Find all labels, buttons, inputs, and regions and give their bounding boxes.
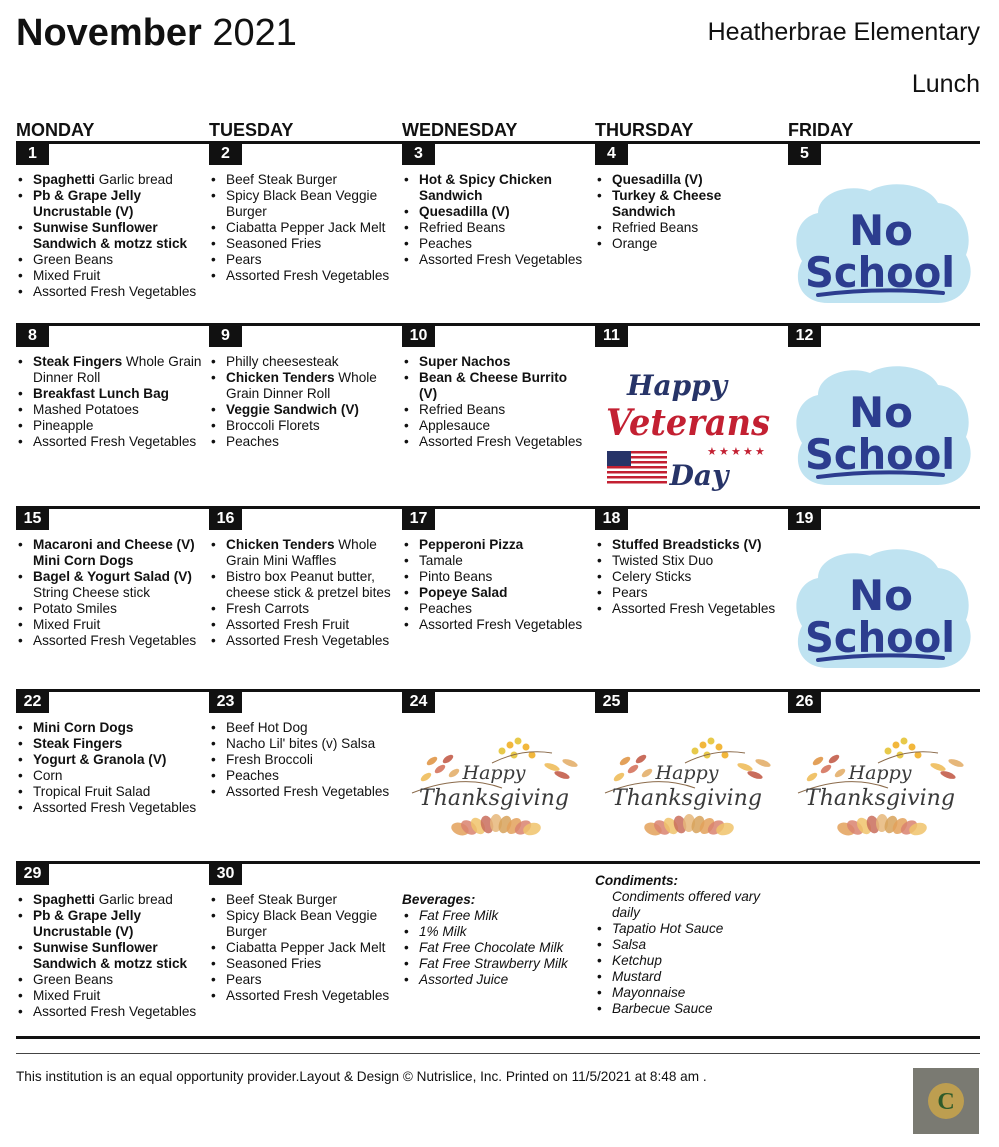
menu-item-text: Seasoned Fries [226,956,322,971]
menu-item-text: String Cheese stick [33,585,151,600]
menu-item-entree: Pepperoni Pizza [419,537,524,552]
day-cell [402,691,588,861]
menu-item-text: Ciabatta Pepper Jack Melt [226,220,386,235]
menu-item [402,569,588,585]
beverages-title: Beverages: [402,892,476,907]
holiday-image [788,175,974,315]
menu-item-text: Mixed Fruit [33,617,101,632]
thanksgiving-word-happy: Happy [848,762,912,784]
menu-item-text: Corn [33,768,63,783]
menu-item [16,601,202,617]
menu-item [209,988,395,1004]
month-name: November [16,12,202,54]
date-number: 1 [16,143,49,165]
date-number: 24 [402,691,435,713]
menu-item-list [16,354,202,450]
date-number: 30 [209,863,242,885]
condiments-list [595,889,785,1017]
menu-item-text: Fresh Carrots [226,601,310,616]
menu-item [209,172,395,188]
menu-item [16,188,202,220]
menu-item [209,617,395,633]
day-cell [402,143,588,313]
menu-item-text: Assorted Fresh Vegetables [33,1004,197,1019]
menu-item-text: Seasoned Fries [226,236,322,251]
day-cell [595,325,781,495]
footer-logo [913,1068,979,1134]
menu-item [16,284,202,300]
no-school-word-no: No [848,571,914,620]
veterans-word-happy: Happy [626,369,728,402]
day-cell [16,143,202,313]
condiments-note: Condiments offered vary daily [612,889,761,920]
date-number: 29 [16,863,49,885]
menu-item [209,940,395,956]
menu-item-entree: Stuffed Breadsticks (V) [612,537,762,552]
menu-item-list [402,172,588,268]
veterans-day-graphic [595,355,781,495]
day-cell [16,863,202,1033]
menu-item [402,252,588,268]
menu-item-list [209,537,395,649]
condiments-title: Condiments: [595,873,679,888]
menu-item [402,402,588,418]
menu-item [402,204,588,220]
menu-item [16,736,202,752]
menu-item-text: Peaches [226,768,279,783]
no-school-graphic [788,175,974,315]
menu-item-text: Refried Beans [612,220,699,235]
day-header-thursday: THURSDAY [595,120,694,140]
menu-item-text: Whole Grain Dinner Roll [226,370,377,401]
menu-item-text: Pears [226,252,262,267]
no-school-word-school: School [805,430,955,479]
menu-item-text: Ciabatta Pepper Jack Melt [226,940,386,955]
menu-item [209,720,395,736]
menu-item-entree: Macaroni and Cheese (V) Mini Corn Dogs [33,537,195,568]
menu-item-text: Broccoli Florets [226,418,320,433]
menu-item-entree: Quesadilla (V) [419,204,510,219]
thanksgiving-graphic [788,733,974,843]
menu-item-text: Garlic bread [94,172,173,187]
menu-item [209,236,395,252]
menu-item-text: Applesauce [419,418,491,433]
menu-item [16,354,202,386]
menu-item [402,601,588,617]
menu-item-entree: Hot & Spicy Chicken Sandwich [419,172,552,203]
menu-item [209,892,395,908]
menu-item-list [16,172,202,300]
menu-item [595,585,781,601]
thanksgiving-graphic [595,733,781,843]
menu-item [209,972,395,988]
menu-item-entree: Bean & Cheese Burrito (V) [419,370,568,401]
beverage-item: • Assorted Juice [402,972,592,988]
menu-item-text: Twisted Stix Duo [612,553,714,568]
thanksgiving-word-thanksgiving: Thanksgiving [805,786,955,811]
menu-item-text: Assorted Fresh Vegetables [226,268,390,283]
menu-item [209,434,395,450]
menu-item [16,268,202,284]
menu-item [402,553,588,569]
menu-item-text: Pineapple [33,418,94,433]
menu-item [209,908,395,940]
veterans-star-icon: ★ [743,445,753,458]
menu-item [595,569,781,585]
date-number: 2 [209,143,242,165]
menu-item [402,434,588,450]
svg-text:C: C [937,1089,955,1115]
menu-item [209,569,395,601]
menu-item [402,617,588,633]
day-cell [402,508,588,678]
menu-item [209,268,395,284]
menu-item-list [209,892,395,1004]
beverage-item: • 1% Milk [402,924,592,940]
menu-item [16,800,202,816]
menu-item-text: Green Beans [33,252,114,267]
beverages-list [402,908,592,988]
menu-item-text: Assorted Fresh Vegetables [226,633,390,648]
veterans-star-icon: ★ [755,445,765,458]
menu-item [209,736,395,752]
condiment-item: • Mayonnaise [595,985,785,1001]
menu-item-list [209,720,395,800]
menu-item [402,172,588,204]
menu-item [209,752,395,768]
menu-item-entree: Steak Fingers [33,736,123,751]
menu-item-text: Assorted Fresh Vegetables [419,617,583,632]
menu-item [595,537,781,553]
menu-item-text: Orange [612,236,658,251]
menu-item [595,172,781,188]
day-cell [402,863,588,1033]
menu-item [402,370,588,402]
menu-item [209,768,395,784]
menu-item-text: Peaches [419,601,472,616]
menu-item-entree: Super Nachos [419,354,511,369]
date-number: 11 [595,325,628,347]
no-school-graphic [788,540,974,680]
menu-item [402,585,588,601]
date-number: 12 [788,325,821,347]
menu-item-text: Bistro box Peanut butter, cheese stick & pretzel bites [226,569,391,600]
menu-item [209,402,395,418]
week-divider [16,1036,980,1039]
date-number: 15 [16,508,49,530]
date-number: 26 [788,691,821,713]
day-cell [209,325,395,495]
condiment-item: • Barbecue Sauce [595,1001,785,1017]
holiday-image [595,355,781,495]
menu-item [16,537,202,569]
menu-item [402,418,588,434]
menu-item [402,236,588,252]
menu-item-entree: Spaghetti [33,892,95,907]
date-number: 16 [209,508,242,530]
menu-item-text: Assorted Fresh Vegetables [33,434,197,449]
menu-item [209,188,395,220]
menu-item-entree: Veggie Sandwich (V) [226,402,359,417]
menu-item [402,220,588,236]
holiday-image [788,733,974,873]
date-number: 3 [402,143,435,165]
menu-item-list [595,537,781,617]
menu-item-text: Beef Steak Burger [226,892,338,907]
footer-divider [16,1053,980,1054]
condiment-item: • Ketchup [595,953,785,969]
menu-item [16,720,202,736]
day-cell [402,325,588,495]
menu-item-entree: Steak Fingers [33,354,123,369]
menu-item-entree: Chicken Tenders [226,370,335,385]
day-cell [788,143,974,313]
beverage-item: • Fat Free Milk [402,908,592,924]
menu-item-text: Mixed Fruit [33,988,101,1003]
date-number: 5 [788,143,821,165]
menu-item-text: Assorted Fresh Vegetables [612,601,776,616]
menu-item [209,354,395,370]
day-cell [595,143,781,313]
menu-item-text: Whole Grain Mini Waffles [226,537,377,568]
menu-item-text: Mixed Fruit [33,268,101,283]
menu-item-text: Nacho Lil' bites (v) Salsa [226,736,376,751]
day-cell [595,508,781,678]
menu-item-text: Beef Hot Dog [226,720,308,735]
menu-item [209,601,395,617]
month-year: 2021 [212,12,297,54]
menu-item-text: Pears [226,972,262,987]
menu-item-text: Philly cheesesteak [226,354,339,369]
thanksgiving-word-thanksgiving: Thanksgiving [419,786,569,811]
menu-item-text: Pinto Beans [419,569,493,584]
day-cell [595,691,781,861]
menu-item-text: Fresh Broccoli [226,752,313,767]
day-cell [788,508,974,678]
no-school-word-school: School [805,248,955,297]
menu-item-text: Assorted Fresh Fruit [226,617,350,632]
menu-item [16,172,202,188]
menu-item [595,220,781,236]
menu-item-list [402,354,588,450]
menu-item-list [209,172,395,284]
day-cell [209,508,395,678]
menu-item-entree: Mini Corn Dogs [33,720,134,735]
menu-item-entree: Quesadilla (V) [612,172,703,187]
thanksgiving-word-happy: Happy [655,762,719,784]
holiday-image [402,733,588,873]
day-cell [788,691,974,861]
menu-item-text: Refried Beans [419,402,506,417]
menu-item-text: Tamale [419,553,463,568]
menu-item-list [16,720,202,816]
menu-item [16,940,202,972]
menu-item-list [16,892,202,1020]
condiment-item: • Salsa [595,937,785,953]
beverage-item: • Fat Free Chocolate Milk [402,940,592,956]
date-number: 25 [595,691,628,713]
beverage-item: • Fat Free Strawberry Milk [402,956,592,972]
menu-item [16,768,202,784]
date-number: 4 [595,143,628,165]
menu-item-text: Refried Beans [419,220,506,235]
day-cell [595,863,781,1033]
menu-item [595,188,781,220]
menu-item [16,1004,202,1020]
menu-item [16,220,202,252]
menu-item [209,418,395,434]
month-title [16,10,297,56]
menu-item [16,633,202,649]
menu-item [402,354,588,370]
menu-item-text: Beef Steak Burger [226,172,338,187]
day-header-tuesday: TUESDAY [209,120,294,140]
menu-item [595,601,781,617]
menu-item-text: Whole Grain Dinner Roll [33,354,202,385]
date-number: 9 [209,325,242,347]
veterans-word-day: Day [669,459,729,492]
menu-item-text: Celery Sticks [612,569,692,584]
menu-item [209,633,395,649]
menu-item [16,752,202,768]
menu-item-text: Assorted Fresh Vegetables [33,800,197,815]
menu-item-text: Peaches [419,236,472,251]
menu-item [16,908,202,940]
no-school-graphic [788,357,974,497]
date-number: 22 [16,691,49,713]
condiment-item: • Mustard [595,969,785,985]
date-number: 10 [402,325,435,347]
menu-item-text: Assorted Fresh Vegetables [33,633,197,648]
school-name: Heatherbrae Elementary [707,18,980,46]
menu-item [209,784,395,800]
menu-item [16,569,202,601]
day-header-wednesday: WEDNESDAY [402,120,518,140]
day-cell [209,143,395,313]
day-cell [16,325,202,495]
menu-item [209,220,395,236]
menu-item [16,402,202,418]
date-number: 18 [595,508,628,530]
menu-item-list [16,537,202,649]
menu-item-text: Spicy Black Bean Veggie Burger [226,188,378,219]
menu-item-list [595,172,781,252]
menu-item-text: Assorted Fresh Vegetables [226,784,390,799]
veterans-star-icon: ★ [719,445,729,458]
menu-item-text: Garlic bread [94,892,173,907]
menu-item-entree: Sunwise Sunflower Sandwich & motzz stick [33,940,188,971]
condiment-item: • Tapatio Hot Sauce [595,921,785,937]
day-cell [16,508,202,678]
veterans-star-icon: ★ [731,445,741,458]
day-cell [209,863,395,1033]
menu-item-list [209,354,395,450]
menu-item-text: Assorted Fresh Vegetables [226,988,390,1003]
menu-item-entree: Breakfast Lunch Bag [33,386,169,401]
menu-item-text: Spicy Black Bean Veggie Burger [226,908,378,939]
menu-item [402,537,588,553]
menu-item-entree: Bagel & Yogurt Salad (V) [33,569,192,584]
menu-item [209,252,395,268]
menu-item [16,617,202,633]
veterans-word-veterans: Veterans [606,402,770,444]
menu-item-text: Potato Smiles [33,601,117,616]
menu-item-entree: Pb & Grape Jelly Uncrustable (V) [33,188,142,219]
menu-item [16,434,202,450]
us-flag-icon [607,451,667,484]
holiday-image [595,733,781,873]
menu-item-entree: Sunwise Sunflower Sandwich & motzz stick [33,220,188,251]
day-header-friday: FRIDAY [788,120,854,140]
day-cell [788,325,974,495]
menu-item-entree: Popeye Salad [419,585,508,600]
menu-item [209,956,395,972]
menu-item [16,784,202,800]
menu-item-text: Tropical Fruit Salad [33,784,151,799]
menu-item [595,553,781,569]
footer-text: This institution is an equal opportunity provider.Layout & Design © Nutrislice, Inc. Printed on 11/5/2021 at 8:48 am . [16,1069,707,1084]
menu-item [16,386,202,402]
menu-item-text: Mashed Potatoes [33,402,139,417]
day-header-monday: MONDAY [16,120,95,140]
date-number: 19 [788,508,821,530]
menu-item [209,537,395,569]
holiday-image [788,357,974,497]
menu-item-entree: Turkey & Cheese Sandwich [612,188,722,219]
menu-item-entree: Spaghetti [33,172,95,187]
veterans-star-icon: ★ [707,445,717,458]
thanksgiving-word-thanksgiving: Thanksgiving [612,786,762,811]
menu-item-list [402,537,588,633]
day-cell [209,691,395,861]
menu-item-entree: Pb & Grape Jelly Uncrustable (V) [33,908,142,939]
menu-item-text: Green Beans [33,972,114,987]
date-number: 17 [402,508,435,530]
menu-item-text: Assorted Fresh Vegetables [419,434,583,449]
menu-item [16,988,202,1004]
no-school-word-school: School [805,613,955,662]
menu-item [16,972,202,988]
no-school-word-no: No [848,206,914,255]
menu-item-text: Assorted Fresh Vegetables [33,284,197,299]
menu-item [16,252,202,268]
thanksgiving-word-happy: Happy [462,762,526,784]
menu-name: Lunch [911,70,980,98]
menu-item [595,236,781,252]
holiday-image [788,540,974,680]
day-cell [16,691,202,861]
menu-item-text: Pears [612,585,648,600]
menu-item-entree: Yogurt & Granola (V) [33,752,167,767]
menu-item-entree: Chicken Tenders [226,537,335,552]
menu-item-text: Peaches [226,434,279,449]
menu-item [16,418,202,434]
date-number: 23 [209,691,242,713]
no-school-word-no: No [848,388,914,437]
date-number: 8 [16,325,49,347]
thanksgiving-graphic [402,733,588,843]
menu-item [16,892,202,908]
menu-item [209,370,395,402]
menu-item-text: Assorted Fresh Vegetables [419,252,583,267]
